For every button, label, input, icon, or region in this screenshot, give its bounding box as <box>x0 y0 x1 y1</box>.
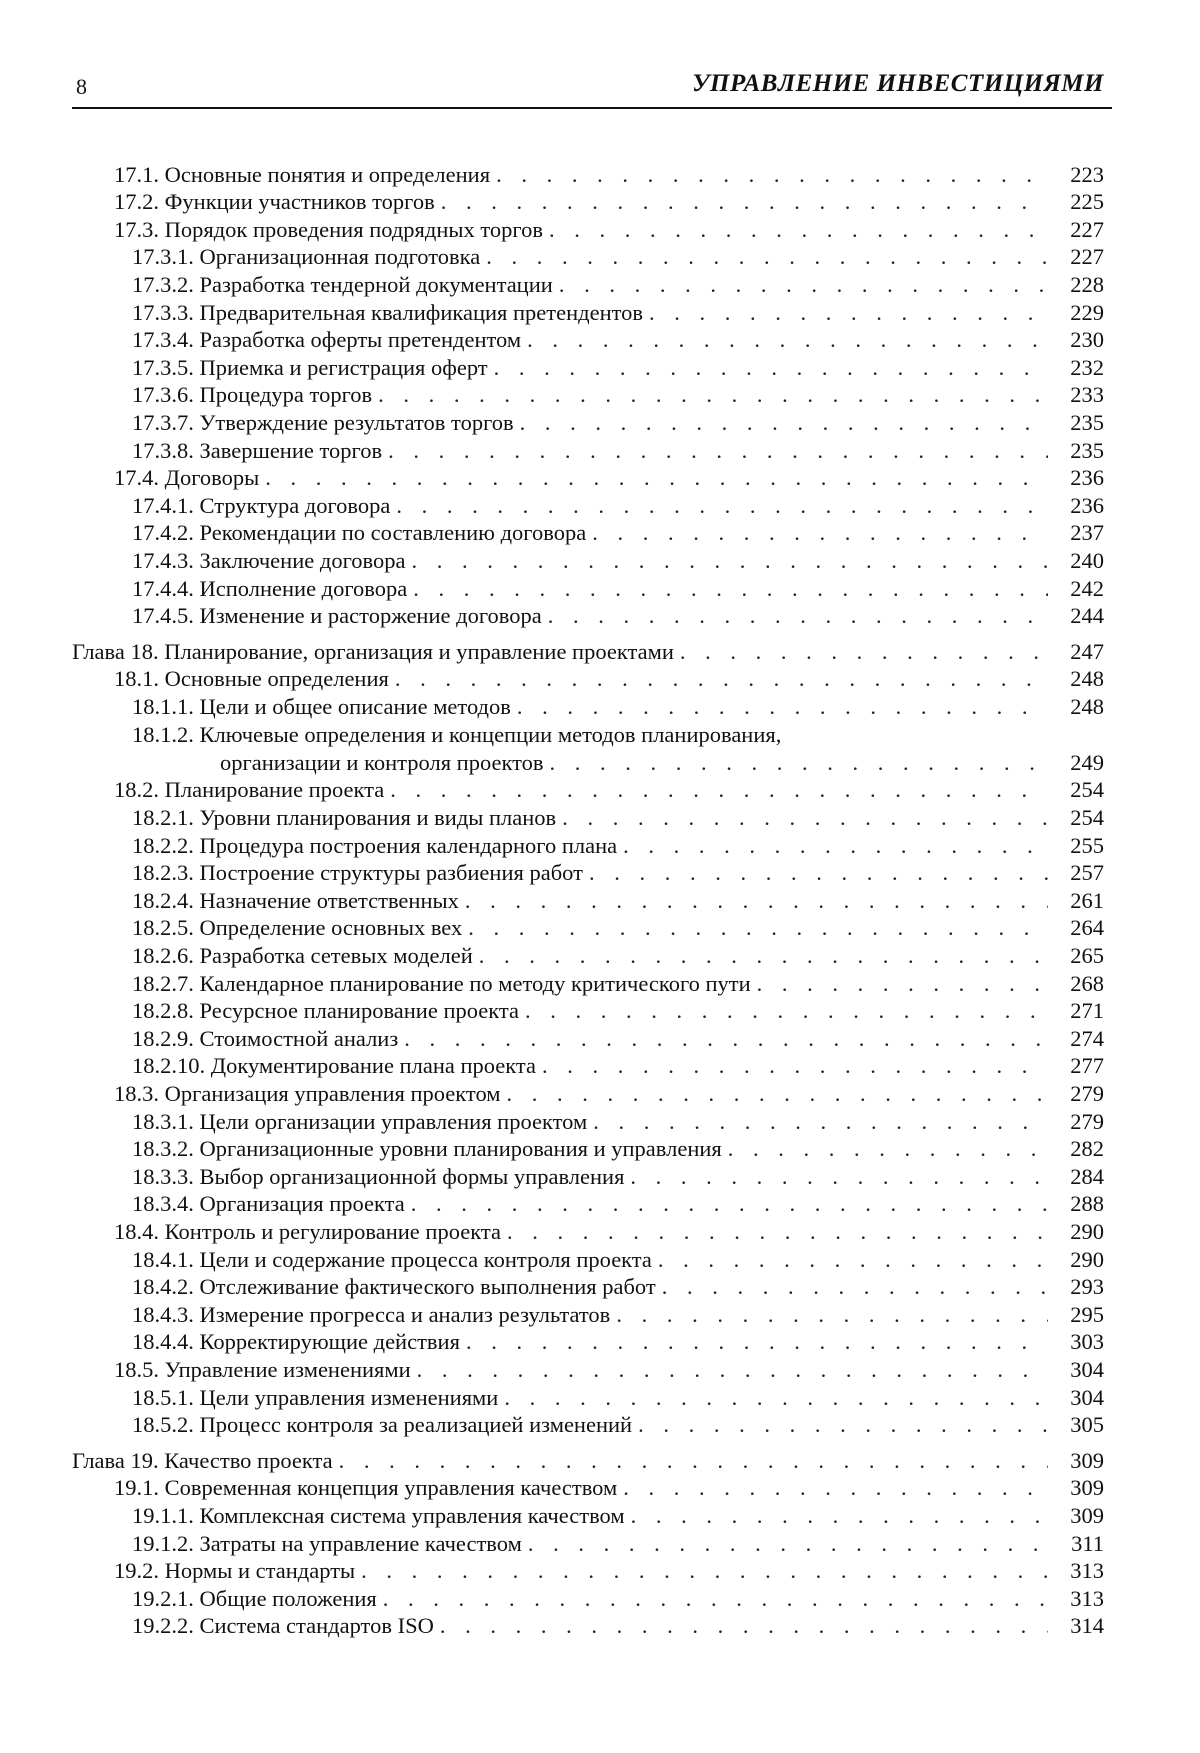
toc-entry-title: 17.3.7. Утверждение результатов торгов <box>132 409 514 435</box>
toc-page-number: 242 <box>1070 575 1104 601</box>
dot-leader <box>559 271 1048 298</box>
dot-leader <box>504 1384 1048 1411</box>
dot-leader <box>631 1502 1048 1529</box>
toc-section-entry <box>72 1217 1112 1245</box>
toc-chapter-entry <box>72 637 1112 665</box>
dot-leader <box>549 216 1048 243</box>
toc-page-number: 236 <box>1070 492 1104 518</box>
toc-entry-title: 17.3.1. Организационная подготовка <box>132 244 481 270</box>
toc-entry-title: 18.2.5. Определение основных вех <box>132 915 463 941</box>
toc-subsection-entry <box>72 1135 1112 1163</box>
toc-page-number: 240 <box>1070 547 1104 573</box>
toc-entry-title: 18.2.10. Документирование плана проекта <box>132 1053 537 1079</box>
toc-entry-title: Глава 18. Планирование, организация и управление проектами <box>72 638 674 664</box>
toc-subsection-entry <box>72 491 1112 519</box>
dot-leader <box>623 832 1048 859</box>
toc-page-number: 313 <box>1070 1558 1104 1584</box>
dot-leader <box>507 1080 1048 1107</box>
toc-entry-title: 17.2. Функции участников торгов <box>114 189 435 215</box>
toc-page-number: 255 <box>1070 832 1104 858</box>
toc-entry-title: 18.2.4. Назначение ответственных <box>132 887 459 913</box>
dot-leader <box>479 942 1048 969</box>
toc-entry-title: 17.3.8. Завершение торгов <box>132 437 383 463</box>
dot-leader <box>507 1218 1048 1245</box>
toc-page-number: 257 <box>1070 860 1104 886</box>
toc-subsection-entry <box>72 326 1112 354</box>
toc-entry-title: 18.2.3. Построение структуры разбиения работ <box>132 860 583 886</box>
running-title: УПРАВЛЕНИЕ ИНВЕСТИЦИЯМИ <box>692 70 1104 97</box>
toc-subsection-entry <box>72 1107 1112 1135</box>
toc-page-number: 279 <box>1070 1108 1104 1134</box>
toc-subsection-entry <box>72 436 1112 464</box>
toc-page-number: 271 <box>1070 998 1104 1024</box>
dot-leader <box>550 749 1048 776</box>
toc-entry-title: 17.3.6. Процедура торгов <box>132 382 373 408</box>
toc-page-number: 261 <box>1070 887 1104 913</box>
toc-page-number: 293 <box>1070 1274 1104 1300</box>
toc-section-entry <box>72 160 1112 188</box>
toc-page-number: 265 <box>1070 943 1104 969</box>
toc-entry-title: 19.2.2. Система стандартов ISO <box>132 1613 434 1639</box>
toc-page-number: 279 <box>1070 1081 1104 1106</box>
toc-entry-title: 18.5.2. Процесс контроля за реализацией изменений <box>132 1412 633 1438</box>
toc-page-number: 295 <box>1070 1301 1104 1327</box>
toc-entry-title-continuation: организации и контроля проектов <box>220 749 544 775</box>
toc-subsection-entry <box>72 1190 1112 1218</box>
dot-leader <box>520 409 1048 436</box>
toc-page-number: 304 <box>1070 1384 1104 1410</box>
dot-leader <box>757 970 1048 997</box>
toc-subsection-entry <box>72 1162 1112 1190</box>
toc-subsection-entry <box>72 353 1112 381</box>
toc-page-number: 284 <box>1070 1163 1104 1189</box>
toc-entry-title: 18.2. Планирование проекта <box>114 777 385 803</box>
toc-subsection-entry <box>72 914 1112 942</box>
dot-leader <box>411 547 1048 574</box>
toc-subsection-entry <box>72 1411 1112 1439</box>
toc-entry-title: 18.3.2. Организационные уровни планирования и управления <box>132 1136 722 1162</box>
toc-entry-title: 18.3.4. Организация проекта <box>132 1191 405 1217</box>
toc-page-number: 225 <box>1070 189 1104 215</box>
dot-leader <box>440 1612 1048 1639</box>
dot-leader <box>468 914 1048 941</box>
dot-leader <box>589 859 1048 886</box>
toc-subsection-entry <box>72 1501 1112 1529</box>
toc-page-number: 230 <box>1070 327 1104 353</box>
toc-page-number: 254 <box>1070 777 1104 803</box>
dot-leader <box>638 1411 1048 1438</box>
dot-leader <box>548 602 1048 629</box>
dot-leader <box>404 1025 1048 1052</box>
dot-leader <box>265 464 1048 491</box>
dot-leader <box>417 1356 1048 1383</box>
toc-subsection-entry <box>72 270 1112 298</box>
toc-entry-title: 18.3.3. Выбор организационной формы управления <box>132 1163 625 1189</box>
toc-entry-title: 17.4.4. Исполнение договора <box>132 575 408 601</box>
toc-entry-title: 17.4.5. Изменение и расторжение договора <box>132 603 542 629</box>
toc-entry-title: 18.2.1. Уровни планирования и виды планов <box>132 805 557 831</box>
toc-entry-title: 18.2.6. Разработка сетевых моделей <box>132 943 473 969</box>
dot-leader <box>525 997 1048 1024</box>
toc-entry-title: 18.4. Контроль и регулирование проекта <box>114 1218 501 1244</box>
toc-entry-title: 18.2.8. Ресурсное планирование проекта <box>132 998 519 1024</box>
toc-entry-title: 17.4.2. Рекомендации по составлению договора <box>132 520 587 546</box>
toc-section-entry <box>72 1557 1112 1585</box>
toc-entry-title: 18.1.1. Цели и общее описание методов <box>132 693 511 719</box>
toc-page-number: 309 <box>1070 1502 1104 1528</box>
dot-leader <box>411 1190 1048 1217</box>
toc-page-number: 233 <box>1070 382 1104 408</box>
toc-subsection-entry <box>72 692 1112 720</box>
dot-leader <box>361 1557 1048 1584</box>
dot-leader <box>623 1474 1048 1501</box>
dot-leader <box>592 519 1048 546</box>
dot-leader <box>593 1108 1048 1135</box>
toc-subsection-entry <box>72 298 1112 326</box>
dot-leader <box>413 575 1048 602</box>
toc-subsection-entry <box>72 1328 1112 1356</box>
toc-subsection-entry <box>72 1383 1112 1411</box>
toc-page-number: 264 <box>1070 915 1104 941</box>
toc-entry-title: 17.3. Порядок проведения подрядных торгов <box>114 216 543 242</box>
toc-section-entry <box>72 188 1112 216</box>
toc-entry-title: 18.2.9. Стоимостной анализ <box>132 1025 399 1051</box>
toc-page-number: 268 <box>1070 970 1104 996</box>
toc-subsection-entry <box>72 886 1112 914</box>
toc-page-number: 248 <box>1070 666 1104 692</box>
dot-leader <box>395 665 1048 692</box>
toc-section-entry <box>72 464 1112 492</box>
toc-entry-title: 18.3.1. Цели организации управления проектом <box>132 1108 588 1134</box>
toc-entry-title: 18.4.3. Измерение прогресса и анализ результатов <box>132 1301 611 1327</box>
toc-subsection-entry <box>72 602 1112 630</box>
toc-entry-title: 19.2. Нормы и стандарты <box>114 1558 356 1584</box>
page-number: 8 <box>76 74 87 99</box>
dot-leader <box>383 1585 1048 1612</box>
header-rule <box>72 107 1112 109</box>
dot-leader <box>649 299 1048 326</box>
toc-page-number: 305 <box>1070 1412 1104 1438</box>
toc-subsection-entry <box>72 574 1112 602</box>
dot-leader <box>542 1052 1048 1079</box>
toc-page-number: 277 <box>1070 1053 1104 1079</box>
toc-subsection-entry <box>72 1024 1112 1052</box>
toc-page-number: 254 <box>1070 805 1104 831</box>
toc-entry-title: 18.4.4. Корректирующие действия <box>132 1329 460 1355</box>
dot-leader <box>616 1301 1048 1328</box>
toc-subsection-entry <box>72 720 1112 776</box>
toc-entry-title: 17.3.2. Разработка тендерной документации <box>132 271 553 297</box>
dot-leader <box>496 161 1048 188</box>
toc-subsection-entry <box>72 941 1112 969</box>
toc-subsection-entry <box>72 1612 1112 1640</box>
toc-page-number: 303 <box>1070 1329 1104 1355</box>
toc-page-number: 247 <box>1070 638 1104 664</box>
dot-leader <box>466 1328 1048 1355</box>
toc-subsection-entry <box>72 546 1112 574</box>
toc-page-number: 244 <box>1070 603 1104 629</box>
toc-entry-title: 19.1. Современная концепция управления качеством <box>114 1475 618 1501</box>
table-of-contents <box>72 160 1112 1639</box>
toc-subsection-entry <box>72 859 1112 887</box>
toc-page-number: 228 <box>1070 271 1104 297</box>
toc-subsection-entry <box>72 831 1112 859</box>
toc-page-number: 227 <box>1070 244 1104 270</box>
toc-entry-title: 19.2.1. Общие положения <box>132 1585 377 1611</box>
dot-leader <box>527 326 1048 353</box>
toc-subsection-entry <box>72 969 1112 997</box>
toc-section-entry <box>72 215 1112 243</box>
dot-leader <box>680 638 1048 665</box>
toc-page-number: 309 <box>1070 1475 1104 1501</box>
toc-entry-title: 17.4.3. Заключение договора <box>132 547 406 573</box>
toc-subsection-entry <box>72 1052 1112 1080</box>
toc-entry-title: 17.3.5. Приемка и регистрация оферт <box>132 354 488 380</box>
dot-leader <box>494 354 1048 381</box>
dot-leader <box>728 1135 1048 1162</box>
dot-leader <box>378 381 1048 408</box>
dot-leader <box>658 1246 1048 1273</box>
toc-page-number: 235 <box>1070 409 1104 435</box>
dot-leader <box>339 1447 1048 1474</box>
toc-page-number: 232 <box>1070 354 1104 380</box>
toc-page-number: 249 <box>1070 749 1104 775</box>
toc-entry-title: 17.4. Договоры <box>114 465 260 491</box>
toc-section-entry <box>72 1355 1112 1383</box>
toc-entry-title: Глава 19. Качество проекта <box>72 1447 333 1473</box>
toc-page-number: 290 <box>1070 1218 1104 1244</box>
toc-section-entry <box>72 665 1112 693</box>
toc-page-number: 248 <box>1070 693 1104 719</box>
toc-entry-title: 19.1.2. Затраты на управление качеством <box>132 1530 522 1556</box>
dot-leader <box>465 887 1048 914</box>
dot-leader <box>528 1530 1048 1557</box>
toc-page-number: 274 <box>1070 1025 1104 1051</box>
toc-page-number: 313 <box>1070 1585 1104 1611</box>
toc-page-number: 314 <box>1070 1613 1104 1639</box>
dot-leader <box>390 776 1048 803</box>
toc-subsection-entry <box>72 408 1112 436</box>
toc-page-number: 288 <box>1070 1191 1104 1217</box>
dot-leader <box>662 1273 1048 1300</box>
toc-subsection-entry <box>72 243 1112 271</box>
toc-entry-title: 18.2.2. Процедура построения календарного плана <box>132 832 618 858</box>
dot-leader <box>630 1163 1048 1190</box>
toc-page-number: 311 <box>1071 1530 1104 1556</box>
toc-page-number: 229 <box>1070 299 1104 325</box>
toc-chapter-entry <box>72 1446 1112 1474</box>
toc-page-number: 223 <box>1070 161 1104 187</box>
toc-subsection-entry <box>72 1300 1112 1328</box>
dot-leader <box>562 804 1048 831</box>
toc-entry-title: 18.4.1. Цели и содержание процесса контроля проекта <box>132 1246 652 1272</box>
toc-entry-title: 19.1.1. Комплексная система управления качеством <box>132 1502 625 1528</box>
toc-subsection-entry <box>72 1584 1112 1612</box>
toc-entry-title: 18.1. Основные определения <box>114 666 389 692</box>
toc-entry-title: 18.2.7. Календарное планирование по методу критического пути <box>132 970 751 996</box>
toc-page-number: 237 <box>1070 520 1104 546</box>
toc-entry-title: 18.4.2. Отслеживание фактического выполнения работ <box>132 1274 656 1300</box>
dot-leader <box>441 188 1048 215</box>
toc-subsection-entry <box>72 519 1112 547</box>
toc-section-entry <box>72 1079 1112 1107</box>
toc-subsection-entry <box>72 997 1112 1025</box>
toc-entry-title: 17.1. Основные понятия и определения <box>114 161 491 187</box>
toc-entry-title: 18.5. Управление изменениями <box>114 1356 411 1382</box>
toc-page-number: 282 <box>1070 1136 1104 1162</box>
toc-page-number: 304 <box>1070 1356 1104 1382</box>
toc-entry-title: 17.4.1. Структура договора <box>132 492 391 518</box>
toc-page-number: 236 <box>1070 465 1104 491</box>
toc-subsection-entry <box>72 1273 1112 1301</box>
toc-subsection-entry <box>72 1245 1112 1273</box>
toc-subsection-entry <box>72 803 1112 831</box>
toc-section-entry <box>72 1474 1112 1502</box>
toc-page-number: 227 <box>1070 216 1104 242</box>
toc-subsection-entry <box>72 1529 1112 1557</box>
dot-leader <box>396 492 1048 519</box>
dot-leader <box>486 243 1048 270</box>
toc-subsection-entry <box>72 381 1112 409</box>
dot-leader <box>388 437 1048 464</box>
toc-section-entry <box>72 776 1112 804</box>
toc-entry-title: 18.1.2. Ключевые определения и концепции методов планирования, <box>132 721 782 747</box>
page-header <box>72 68 1112 108</box>
toc-entry-title: 18.5.1. Цели управления изменениями <box>132 1384 499 1410</box>
toc-entry-title: 17.3.4. Разработка оферты претендентом <box>132 327 522 353</box>
toc-page-number: 290 <box>1070 1246 1104 1272</box>
dot-leader <box>517 693 1048 720</box>
toc-page-number: 309 <box>1070 1447 1104 1473</box>
toc-page-number: 235 <box>1070 437 1104 463</box>
toc-entry-title: 18.3. Организация управления проектом <box>114 1081 501 1106</box>
toc-entry-title: 17.3.3. Предварительная квалификация претендентов <box>132 299 644 325</box>
